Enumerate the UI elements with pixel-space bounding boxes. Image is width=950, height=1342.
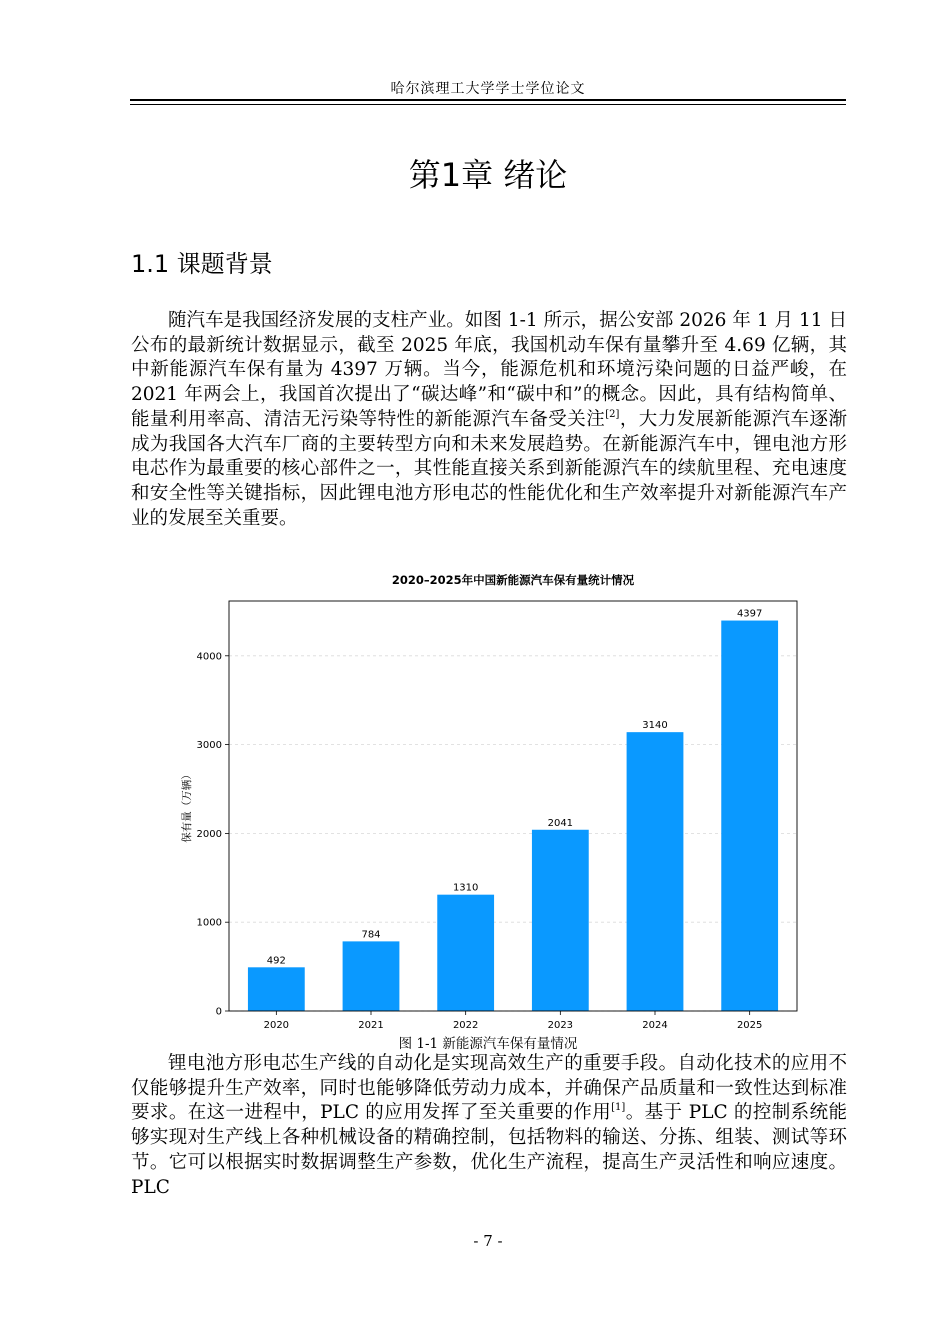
x-tick-label: 2024 <box>642 1020 668 1031</box>
page-number: - 7 - <box>473 1232 503 1250</box>
citation-ref[interactable]: [1] <box>611 1102 626 1114</box>
bar-value-label: 3140 <box>642 720 668 732</box>
paragraph-text: 随汽车是我国经济发展的支柱产业。如图 1-1 所示，据公安部 2026 年 1 月 11 日公布的最新统计数据显示，截至 2025 年底，我国机动车保有量攀升至 4.69 亿辆，其中新能源汽车保有量为 4397 万辆。当今，能源危机和环境污染问题的日益严峻，在 2021 年两会上，我国首次提出了“碳达峰”和“碳中和”的概念。因此，具有结构简单、能量利用率高、清洁无污染等特性的新能源汽车备受关注 <box>131 310 847 430</box>
x-tick-label: 2020 <box>263 1020 290 1031</box>
y-tick-label: 4000 <box>196 651 222 663</box>
bar <box>437 895 494 1011</box>
bar <box>532 830 589 1011</box>
bar <box>721 621 778 1011</box>
y-axis-label: 保有量（万辆） <box>181 769 193 843</box>
bar <box>343 941 400 1011</box>
bar <box>627 732 684 1011</box>
paragraph-automation <box>131 1052 847 1200</box>
y-tick-label: 3000 <box>196 740 222 752</box>
citation-ref[interactable]: [2] <box>605 408 620 420</box>
section-heading: 1.1 课题背景 <box>131 250 273 278</box>
x-tick-label: 2023 <box>547 1020 574 1031</box>
chart-title: 2020–2025年中国新能源汽车保有量统计情况 <box>391 573 635 587</box>
chapter-title: 第1章 绪论 <box>408 156 568 194</box>
bar-value-label: 1310 <box>452 882 479 894</box>
bar-value-label: 2041 <box>547 817 574 829</box>
plot-frame <box>229 601 797 1011</box>
paragraph-text: 。基于 PLC 的控制系统能够实现对生产线上各种机械设备的精确控制，包括物料的输送、分拣、组装、测试等环节。它可以根据实时数据调整生产参数，优化生产流程，提高生产灵活性和响应速度。PLC <box>131 1102 847 1198</box>
bar-chart <box>170 568 810 1038</box>
figure-chart <box>170 568 810 1038</box>
paragraph-text: 锂电池方形电芯生产线的自动化是实现高效生产的重要手段。自动化技术的应用不仅能够提升生产效率，同时也能够降低劳动力成本，并确保产品质量和一致性达到标准要求。在这一进程中，PLC 的应用发挥了至关重要的作用 <box>131 1053 847 1124</box>
bar <box>248 967 305 1011</box>
paragraph-text: ，大力发展新能源汽车逐渐成为我国各大汽车厂商的主要转型方向和未来发展趋势。在新能源汽车中，锂电池方形电芯作为最重要的核心部件之一，其性能直接关系到新能源汽车的续航里程、充电速度和安全性等关键指标，因此锂电池方形电芯的性能优化和生产效率提升对新能源汽车产业的发展至关重要。 <box>131 408 847 529</box>
figure-caption: 图 1-1 新能源汽车保有量情况 <box>398 1036 578 1052</box>
x-tick-label: 2025 <box>736 1020 763 1031</box>
y-tick-label: 1000 <box>196 917 222 929</box>
y-tick-label: 2000 <box>196 828 222 840</box>
header-thin-rule <box>130 104 846 105</box>
paragraph-background <box>131 309 847 531</box>
bar-value-label: 784 <box>361 929 381 941</box>
y-tick-label: 0 <box>215 1006 222 1018</box>
running-header: 哈尔滨理工大学学士学位论文 <box>390 81 586 97</box>
bar-value-label: 4397 <box>736 608 763 620</box>
x-tick-label: 2022 <box>452 1020 479 1031</box>
bar-value-label: 492 <box>266 955 286 967</box>
x-tick-label: 2021 <box>358 1020 384 1031</box>
header-thick-rule <box>130 99 846 101</box>
